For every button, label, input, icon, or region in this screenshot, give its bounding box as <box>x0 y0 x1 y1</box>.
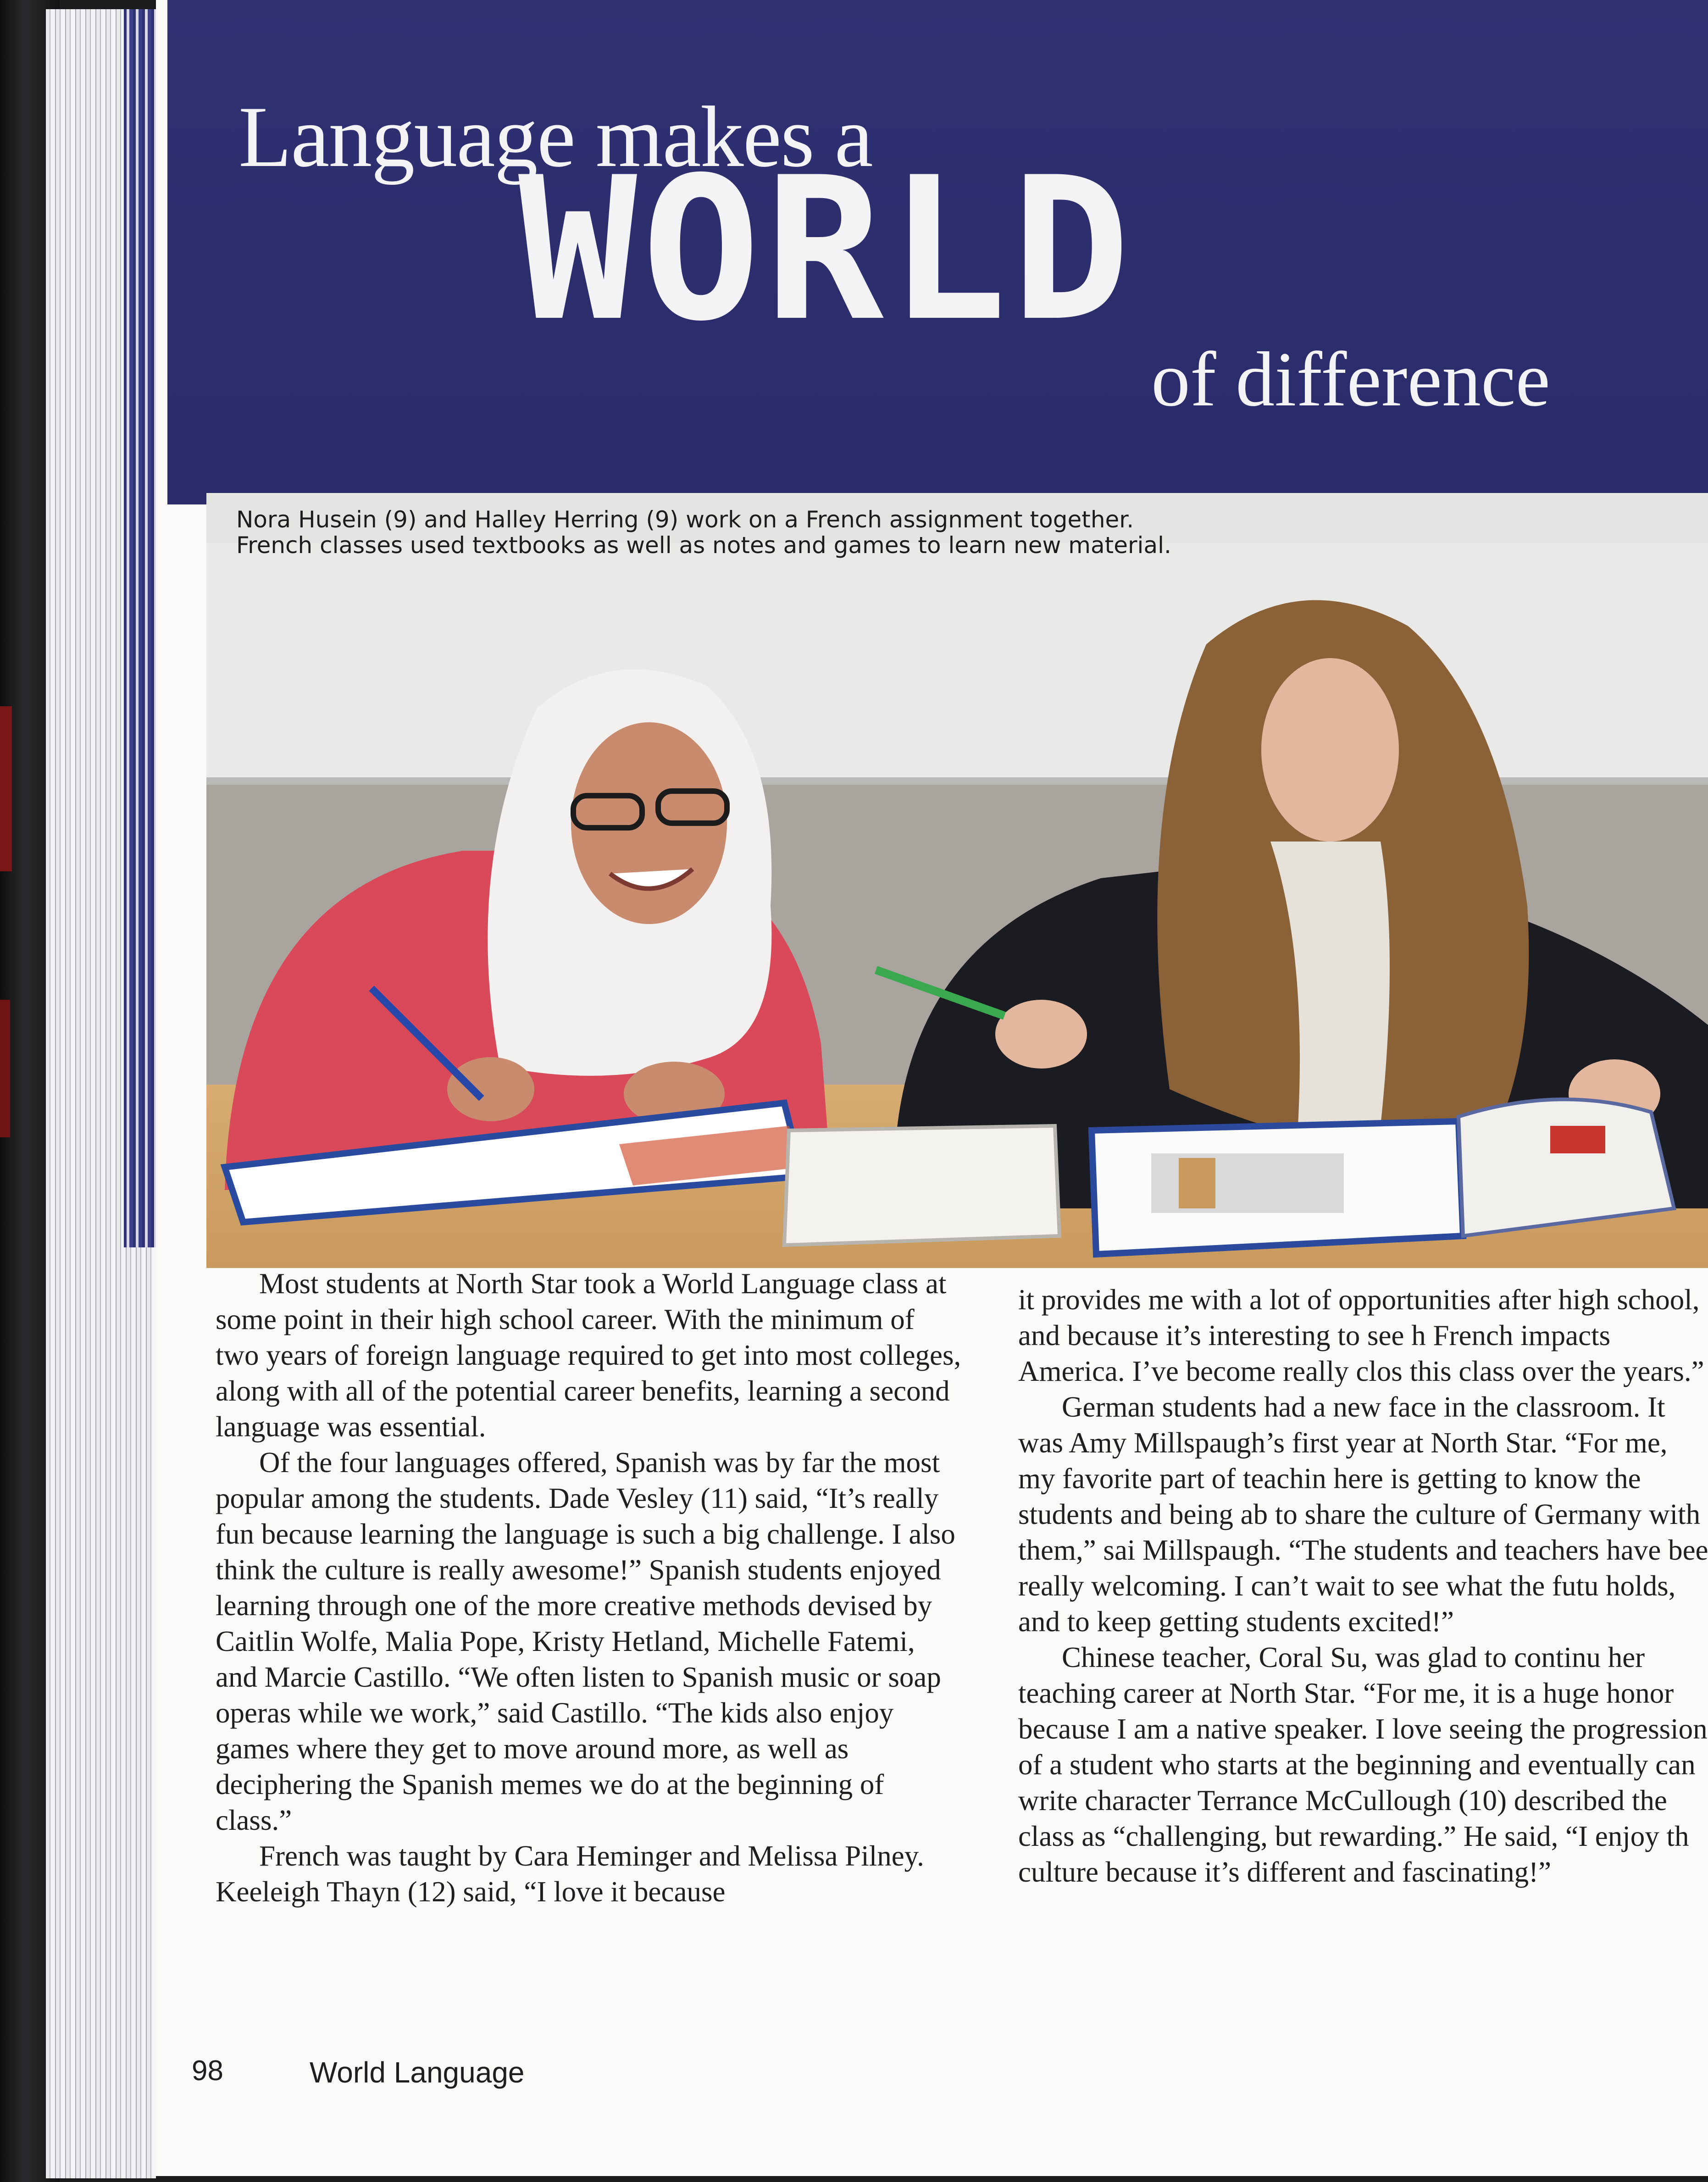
article-column-left <box>216 1266 963 1910</box>
section-label: World Language <box>310 2056 525 2089</box>
student-right-face <box>1261 658 1399 842</box>
binding-red-tab <box>0 1000 10 1137</box>
article-paragraph: it provides me with a lot of opportunities after high school, and because it’s interesting to see h French impacts America. I’ve become really clos this class over the years.” <box>1018 1284 1704 1387</box>
caption-line2: French classes used textbooks as well as notes and games to learn new material. <box>236 532 1171 559</box>
classroom-photo <box>206 493 1708 1268</box>
article-paragraph: Chinese teacher, Coral Su, was glad to continu her teaching career at North Star. “For me, it is a huge honor because I am a native speaker. I love seeing the progression of a student who starts at the beginning and eventually can write character Terrance McCullough (10) described the class as “challenging, but rewarding.” He said, “I enjoy th culture because it’s different and fascinating!” <box>1018 1641 1708 1888</box>
caption-line1: Nora Husein (9) and Halley Herring (9) work on a French assignment together. <box>236 506 1134 533</box>
photo-scene <box>206 493 1708 1268</box>
headline-world: WORLD <box>518 135 1135 365</box>
article-column-right <box>1018 1282 1708 1890</box>
page-number: 98 <box>192 2055 223 2087</box>
headline-line3: of difference <box>1151 336 1550 422</box>
notebook-middle <box>784 1126 1059 1245</box>
photo-caption <box>236 507 1171 558</box>
article-paragraph: Most students at North Star took a World Language class at some point in their high school career. With the minimum of two years of foreign language required to get into most colleges, along with all of the potential career benefits, learning a second language was essential. <box>216 1268 961 1443</box>
headline-line1: Language makes a <box>238 89 872 185</box>
book-right-page <box>1458 1099 1674 1236</box>
article-paragraph: Of the four languages offered, Spanish was by far the most popular among the students. Dade Vesley (11) said, “It’s really fun because learning the language is such a big challenge. I also think the culture is really awesome!” Spanish students enjoyed learning through one of the more creative methods devised by Caitlin Wolfe, Malia Pope, Kristy Hetland, Michelle Fatemi, and Marcie Castillo. “We often listen to Spanish music or soap operas while we work,” said Castillo. “The kids also enjoy games where they get to move around more, as well as deciphering the Spanish memes we do at the beginning of class.” <box>216 1446 955 1836</box>
binding-red-tab <box>0 706 12 871</box>
article-paragraph: French was taught by Cara Heminger and Melissa Pilney. Keeleigh Thayn (12) said, “I love it because <box>216 1840 924 1908</box>
article-paragraph: German students had a new face in the classroom. It was Amy Millspaugh’s first year at North Star. “For me, my favorite part of teachin here is getting to know the students and being ab to share the culture of Germany with them,” sai Millspaugh. “The students and teachers have bee really welcoming. I can’t wait to see what the futu holds, and to keep getting students excited!” <box>1018 1391 1708 1638</box>
page-stack-blue-edge <box>124 9 156 1247</box>
header-banner <box>167 0 1708 504</box>
